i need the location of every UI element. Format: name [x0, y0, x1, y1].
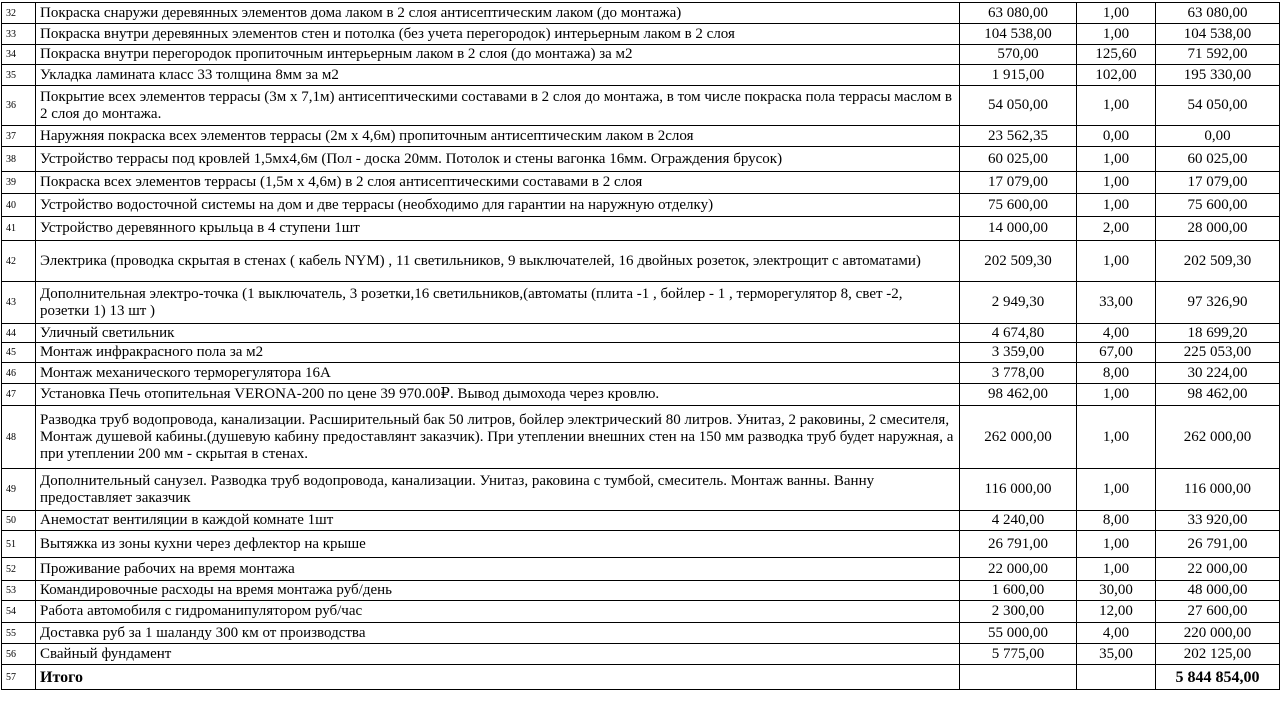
item-quantity: 1,00	[1077, 24, 1156, 45]
total-row	[2, 665, 1280, 690]
item-quantity: 33,00	[1077, 282, 1156, 324]
item-sum: 17 079,00	[1156, 172, 1280, 194]
table-row	[2, 406, 1280, 469]
table-row	[2, 86, 1280, 126]
item-price: 4 674,80	[960, 324, 1077, 343]
item-sum: 54 050,00	[1156, 86, 1280, 126]
item-description: Покраска снаружи деревянных элементов дома лаком в 2 слоя антисептическим лаком (до монтажа)	[36, 3, 960, 24]
item-description: Разводка труб водопровода, канализации. Расширительный бак 50 литров, бойлер электрический 80 литров. Унитаз, 2 раковины, 2 смесителя, Монтаж душевой кабины.(душевую кабину предоставлянт заказчик). При утеплении внешних стен на 150 мм разводка труб будет наружная, а при утеплении 200 мм - скрытая в стенах.	[36, 406, 960, 469]
item-description: Уличный светильник	[36, 324, 960, 343]
item-sum: 26 791,00	[1156, 531, 1280, 558]
item-quantity: 8,00	[1077, 363, 1156, 384]
item-quantity: 0,00	[1077, 126, 1156, 147]
item-description: Командировочные расходы на время монтажа руб/день	[36, 581, 960, 601]
item-quantity: 4,00	[1077, 324, 1156, 343]
item-sum: 30 224,00	[1156, 363, 1280, 384]
item-quantity: 35,00	[1077, 644, 1156, 665]
row-number: 55	[2, 623, 36, 644]
item-description: Анемостат вентиляции в каждой комнате 1шт	[36, 511, 960, 531]
item-quantity: 1,00	[1077, 241, 1156, 282]
item-price: 17 079,00	[960, 172, 1077, 194]
row-number: 39	[2, 172, 36, 194]
item-description: Доставка руб за 1 шаланду 300 км от производства	[36, 623, 960, 644]
row-number: 35	[2, 65, 36, 86]
table-row	[2, 324, 1280, 343]
row-number: 42	[2, 241, 36, 282]
item-sum: 0,00	[1156, 126, 1280, 147]
row-number: 45	[2, 343, 36, 363]
table-row	[2, 24, 1280, 45]
item-sum: 262 000,00	[1156, 406, 1280, 469]
item-sum: 22 000,00	[1156, 558, 1280, 581]
row-number: 36	[2, 86, 36, 126]
table-row	[2, 126, 1280, 147]
item-sum: 97 326,90	[1156, 282, 1280, 324]
item-description: Наружняя покраска всех элементов террасы (2м х 4,6м) пропиточным антисептическим лаком в 2слоя	[36, 126, 960, 147]
row-number: 50	[2, 511, 36, 531]
row-number: 56	[2, 644, 36, 665]
item-quantity: 1,00	[1077, 194, 1156, 217]
item-quantity: 1,00	[1077, 406, 1156, 469]
row-number: 43	[2, 282, 36, 324]
total-price-empty	[960, 665, 1077, 690]
item-quantity: 12,00	[1077, 601, 1156, 623]
row-number: 34	[2, 45, 36, 65]
row-number: 46	[2, 363, 36, 384]
item-price: 2 949,30	[960, 282, 1077, 324]
table-row	[2, 241, 1280, 282]
row-number: 40	[2, 194, 36, 217]
item-description: Вытяжка из зоны кухни через дефлектор на крыше	[36, 531, 960, 558]
total-row-number: 57	[2, 665, 36, 690]
item-description: Дополнительный санузел. Разводка труб водопровода, канализации. Унитаз, раковина с тумбой, смеситель. Монтаж ванны. Ванну предоставляет заказчик	[36, 469, 960, 511]
item-sum: 48 000,00	[1156, 581, 1280, 601]
item-quantity: 102,00	[1077, 65, 1156, 86]
item-price: 98 462,00	[960, 384, 1077, 406]
item-sum: 104 538,00	[1156, 24, 1280, 45]
item-quantity: 1,00	[1077, 469, 1156, 511]
table-row	[2, 644, 1280, 665]
row-number: 49	[2, 469, 36, 511]
table-row	[2, 282, 1280, 324]
item-price: 116 000,00	[960, 469, 1077, 511]
item-price: 63 080,00	[960, 3, 1077, 24]
item-sum: 225 053,00	[1156, 343, 1280, 363]
row-number: 44	[2, 324, 36, 343]
item-description: Покраска внутри деревянных элементов стен и потолка (без учета перегородок) интерьерным лаком в 2 слоя	[36, 24, 960, 45]
item-price: 22 000,00	[960, 558, 1077, 581]
item-sum: 18 699,20	[1156, 324, 1280, 343]
table-row	[2, 172, 1280, 194]
total-label: Итого	[36, 665, 960, 690]
table-row	[2, 363, 1280, 384]
total-qty-empty	[1077, 665, 1156, 690]
item-description: Устройство деревянного крыльца в 4 ступени 1шт	[36, 217, 960, 241]
item-quantity: 125,60	[1077, 45, 1156, 65]
item-price: 3 359,00	[960, 343, 1077, 363]
row-number: 32	[2, 3, 36, 24]
item-price: 55 000,00	[960, 623, 1077, 644]
table-row	[2, 623, 1280, 644]
item-price: 262 000,00	[960, 406, 1077, 469]
row-number: 33	[2, 24, 36, 45]
item-description: Установка Печь отопительная VERONA-200 по цене 39 970.00₽. Вывод дымохода через кровлю.	[36, 384, 960, 406]
table-row	[2, 601, 1280, 623]
item-price: 3 778,00	[960, 363, 1077, 384]
row-number: 41	[2, 217, 36, 241]
item-price: 5 775,00	[960, 644, 1077, 665]
row-number: 54	[2, 601, 36, 623]
table-row	[2, 384, 1280, 406]
estimate-table	[1, 2, 1280, 690]
item-description: Устройство водосточной системы на дом и две террасы (необходимо для гарантии на наружную отделку)	[36, 194, 960, 217]
item-quantity: 30,00	[1077, 581, 1156, 601]
item-description: Электрика (проводка скрытая в стенах ( кабель NYM) , 11 светильников, 9 выключателей, 16 двойных розеток, электрощит с автоматами)	[36, 241, 960, 282]
item-description: Устройство террасы под кровлей 1,5мх4,6м (Пол - доска 20мм. Потолок и стены вагонка 16мм. Ограждения брусок)	[36, 147, 960, 172]
item-price: 14 000,00	[960, 217, 1077, 241]
item-sum: 60 025,00	[1156, 147, 1280, 172]
table-row	[2, 65, 1280, 86]
item-quantity: 67,00	[1077, 343, 1156, 363]
item-price: 54 050,00	[960, 86, 1077, 126]
item-price: 75 600,00	[960, 194, 1077, 217]
item-sum: 98 462,00	[1156, 384, 1280, 406]
row-number: 53	[2, 581, 36, 601]
table-row	[2, 511, 1280, 531]
item-description: Укладка ламината класс 33 толщина 8мм за м2	[36, 65, 960, 86]
table-row	[2, 147, 1280, 172]
item-description: Свайный фундамент	[36, 644, 960, 665]
table-row	[2, 343, 1280, 363]
item-description: Проживание рабочих на время монтажа	[36, 558, 960, 581]
item-quantity: 1,00	[1077, 86, 1156, 126]
item-quantity: 1,00	[1077, 531, 1156, 558]
row-number: 52	[2, 558, 36, 581]
table-row	[2, 194, 1280, 217]
item-quantity: 1,00	[1077, 558, 1156, 581]
item-quantity: 8,00	[1077, 511, 1156, 531]
item-sum: 202 509,30	[1156, 241, 1280, 282]
estimate-rows	[2, 3, 1280, 690]
item-sum: 75 600,00	[1156, 194, 1280, 217]
item-description: Покраска внутри перегородок пропиточным интерьерным лаком в 2 слоя (до монтажа) за м2	[36, 45, 960, 65]
item-sum: 202 125,00	[1156, 644, 1280, 665]
item-description: Покрытие всех элементов террасы (3м х 7,1м) антисептическими составами в 2 слоя до монтажа, в том числе покраска пола террасы маслом в 2 слоя до монтажа.	[36, 86, 960, 126]
item-description: Дополнительная электро-точка (1 выключатель, 3 розетки,16 светильников,(автоматы (плита -1 , бойлер - 1 , терморегулятор 8, свет -2, розетки 1) 13 шт )	[36, 282, 960, 324]
item-quantity: 2,00	[1077, 217, 1156, 241]
item-price: 570,00	[960, 45, 1077, 65]
row-number: 51	[2, 531, 36, 558]
item-price: 23 562,35	[960, 126, 1077, 147]
row-number: 48	[2, 406, 36, 469]
item-price: 104 538,00	[960, 24, 1077, 45]
row-number: 47	[2, 384, 36, 406]
item-quantity: 1,00	[1077, 384, 1156, 406]
item-sum: 195 330,00	[1156, 65, 1280, 86]
item-price: 60 025,00	[960, 147, 1077, 172]
item-price: 1 600,00	[960, 581, 1077, 601]
item-price: 2 300,00	[960, 601, 1077, 623]
item-quantity: 1,00	[1077, 147, 1156, 172]
row-number: 38	[2, 147, 36, 172]
item-sum: 27 600,00	[1156, 601, 1280, 623]
table-row	[2, 469, 1280, 511]
table-row	[2, 581, 1280, 601]
item-sum: 71 592,00	[1156, 45, 1280, 65]
item-price: 1 915,00	[960, 65, 1077, 86]
item-description: Монтаж механического терморегулятора 16А	[36, 363, 960, 384]
item-quantity: 1,00	[1077, 172, 1156, 194]
item-price: 202 509,30	[960, 241, 1077, 282]
table-row	[2, 531, 1280, 558]
item-sum: 33 920,00	[1156, 511, 1280, 531]
table-row	[2, 558, 1280, 581]
row-number: 37	[2, 126, 36, 147]
item-description: Работа автомобиля с гидроманипулятором руб/час	[36, 601, 960, 623]
item-price: 26 791,00	[960, 531, 1077, 558]
table-row	[2, 45, 1280, 65]
total-sum: 5 844 854,00	[1156, 665, 1280, 690]
table-row	[2, 217, 1280, 241]
item-sum: 116 000,00	[1156, 469, 1280, 511]
item-price: 4 240,00	[960, 511, 1077, 531]
table-row	[2, 3, 1280, 24]
item-quantity: 4,00	[1077, 623, 1156, 644]
item-description: Монтаж инфракрасного пола за м2	[36, 343, 960, 363]
item-description: Покраска всех элементов террасы (1,5м х 4,6м) в 2 слоя антисептическими составами в 2 слоя	[36, 172, 960, 194]
item-sum: 63 080,00	[1156, 3, 1280, 24]
item-sum: 28 000,00	[1156, 217, 1280, 241]
item-sum: 220 000,00	[1156, 623, 1280, 644]
item-quantity: 1,00	[1077, 3, 1156, 24]
